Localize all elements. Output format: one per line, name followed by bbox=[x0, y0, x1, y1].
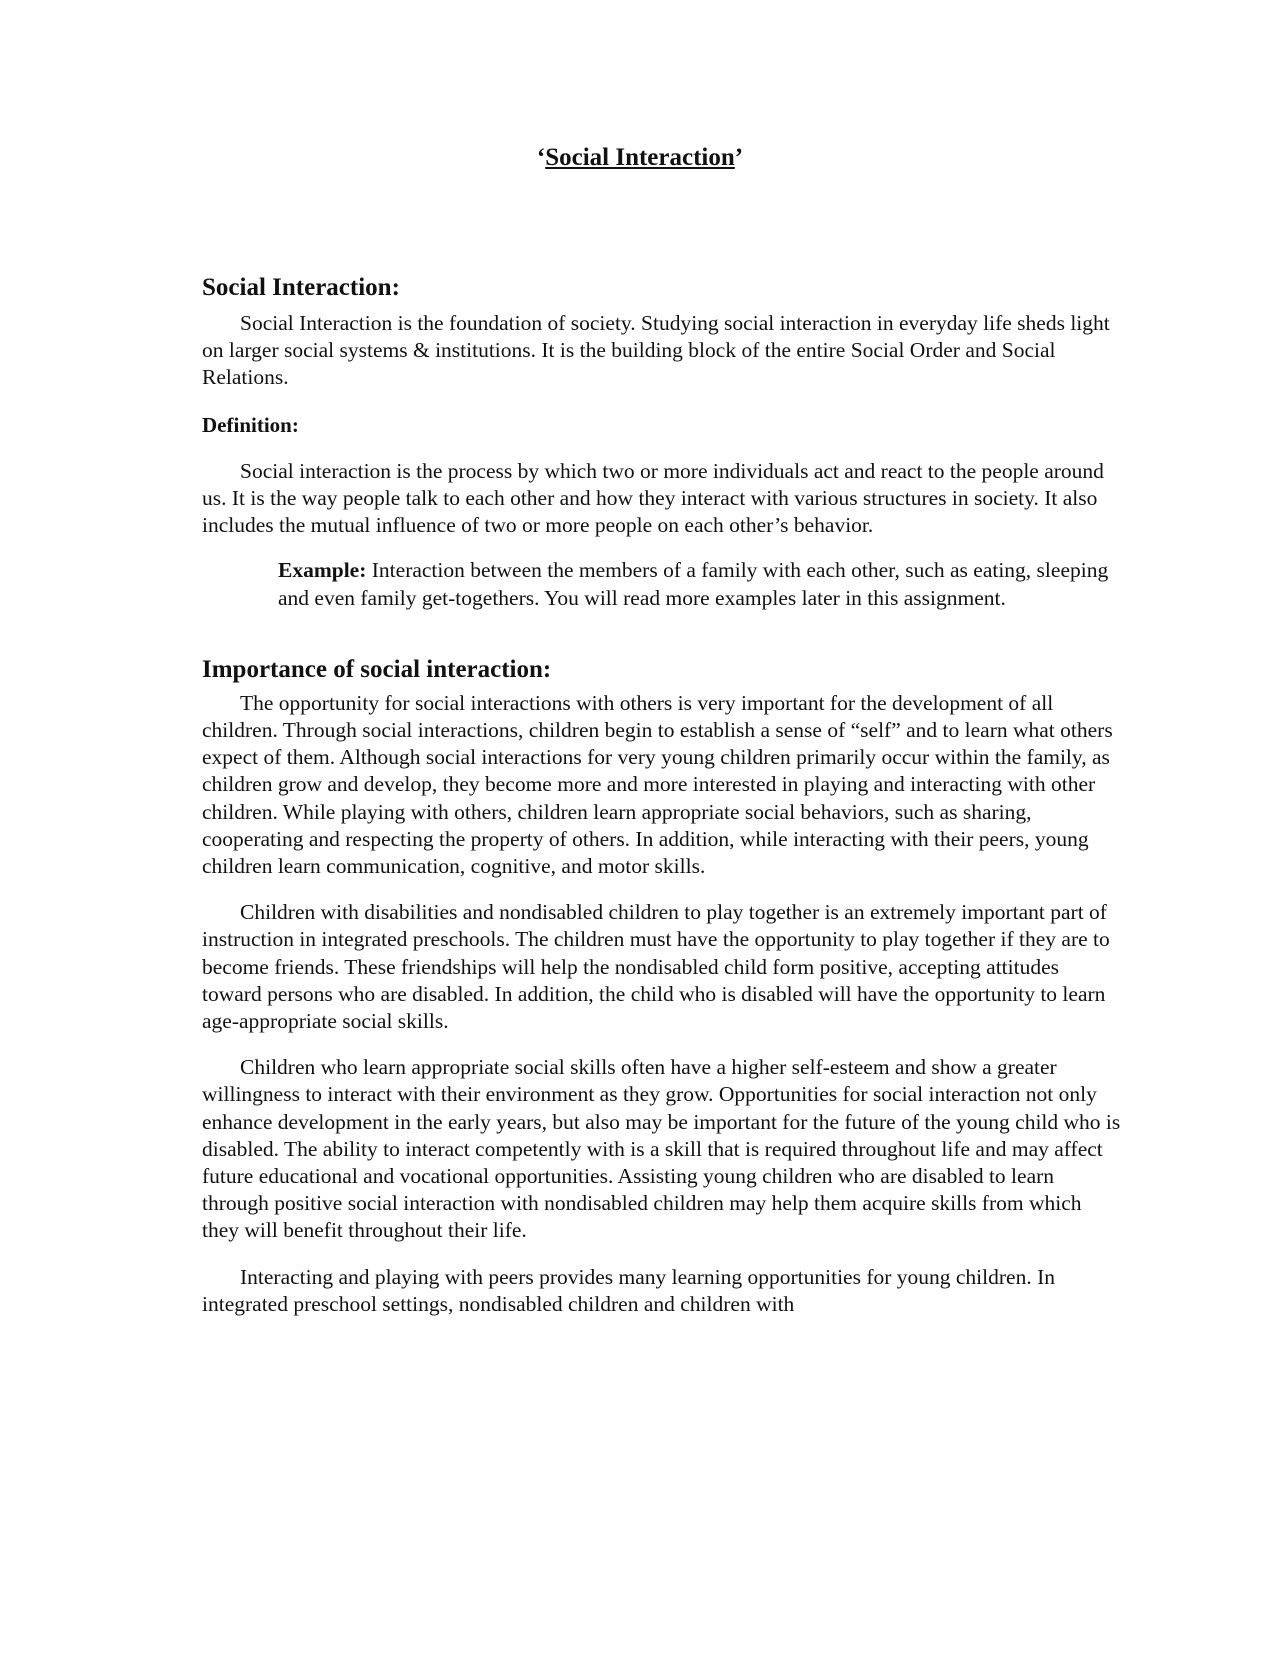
example-label: Example: bbox=[278, 558, 367, 583]
section-heading-importance: Importance of social interaction: bbox=[202, 655, 552, 683]
importance-paragraph-1: The opportunity for social interactions with others is very important for the development of all children. Through social interactions, children begin to establish a sense of “self” and to learn what others expect of them. Although social interactions for very young children primarily occur within the family, as children grow and develop, they become more and more interested in playing and interacting with other children. While playing with others, children learn appropriate social behaviors, such as sharing, cooperating and respecting the property of others. In addition, while interacting with their peers, young children learn communication, cognitive, and motor skills. bbox=[202, 690, 1113, 879]
example-paragraph bbox=[278, 557, 1122, 611]
example-text: Interaction between the members of a family with each other, such as eating, sleeping and even family get-togethers. You will read more examples later in this assignment. bbox=[278, 558, 1109, 610]
importance-paragraph-4: Interacting and playing with peers provides many learning opportunities for young children. In integrated preschool settings, nondisabled children and children with bbox=[202, 1264, 1055, 1316]
document-title bbox=[0, 144, 1280, 172]
definition-paragraph: Social interaction is the process by which two or more individuals act and react to the people around us. It is the way people talk to each other and how they interact with various structures in society. It also includes the mutual influence of two or more people on each other’s behavior. bbox=[202, 458, 1104, 538]
intro-paragraph: Social Interaction is the foundation of society. Studying social interaction in everyday life sheds light on larger social systems & institutions. It is the building block of the entire Social Order and Social Relations. bbox=[202, 311, 1110, 390]
document-body bbox=[202, 272, 1122, 1318]
importance-paragraph-2: Children with disabilities and nondisabled children to play together is an extremely important part of instruction in integrated preschools. The children must have the opportunity to play together if they are to become friends. These friendships will help the nondisabled child form positive, accepting attitudes toward persons who are disabled. In addition, the child who is disabled will have the opportunity to learn age-appropriate social skills. bbox=[202, 900, 1110, 1034]
title-text: Social Interaction bbox=[545, 144, 735, 171]
section-heading-social-interaction: Social Interaction: bbox=[202, 274, 400, 301]
title-close-quote: ’ bbox=[734, 144, 744, 171]
title-open-quote: ‘ bbox=[536, 144, 546, 171]
definition-label: Definition: bbox=[202, 412, 299, 437]
importance-paragraph-3: Children who learn appropriate social skills often have a higher self-esteem and show a greater willingness to interact with their environment as they grow. Opportunities for social interaction not only enhance development in the early years, but also may be important for the future of the young child who is disabled. The ability to interact competently with is a skill that is required throughout life and may affect future educational and vocational opportunities. Assisting young children who are disabled to learn through positive social interaction with nondisabled children may help them acquire skills from which they will benefit throughout their life. bbox=[202, 1055, 1121, 1243]
